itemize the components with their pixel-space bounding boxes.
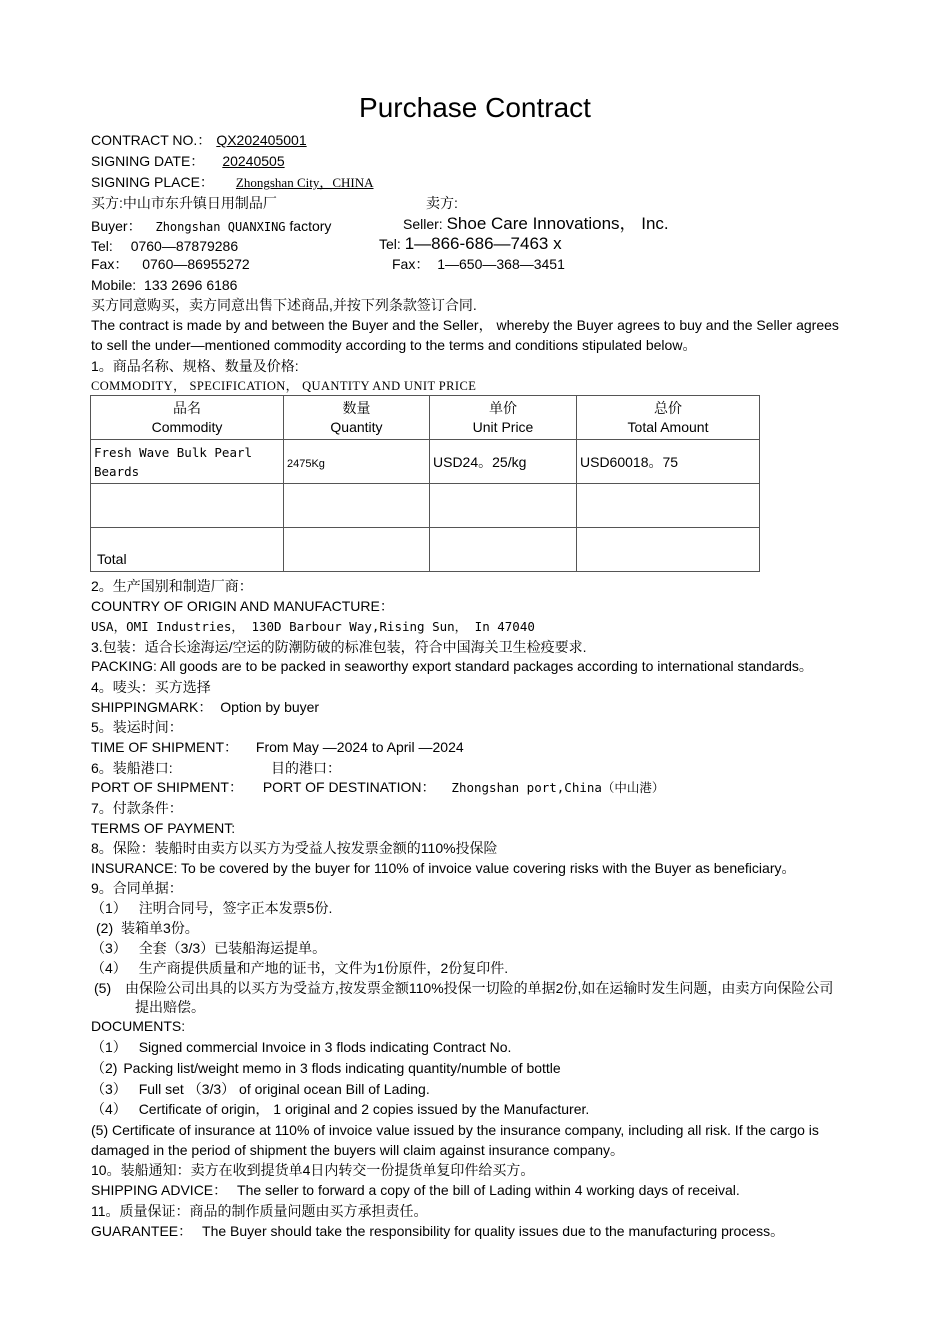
buyer-fax: 0760—86955272 bbox=[142, 256, 250, 272]
empty-cell bbox=[430, 528, 577, 572]
section2-en: COUNTRY OF ORIGIN AND MANUFACTURE： bbox=[91, 598, 394, 614]
commodity-line2: Beards bbox=[94, 463, 140, 479]
item-number: （2) bbox=[91, 1060, 118, 1076]
section6-en bbox=[91, 778, 664, 797]
buyer-fax-row bbox=[91, 255, 250, 273]
doc-en-item-1 bbox=[91, 1038, 511, 1056]
intro-cn: 买方同意购买，卖方同意出售下述商品,并按下列条款签订合同. bbox=[91, 297, 477, 313]
shipment-time-value: From May —2024 to April —2024 bbox=[255, 739, 464, 755]
empty-cell bbox=[577, 484, 760, 528]
item-text: Signed commercial Invoice in 3 flods indicating Contract No. bbox=[138, 1039, 512, 1055]
item-text: 生产商提供质量和产地的证书，文件为1份原件，2份复印件. bbox=[138, 960, 509, 976]
item-text: Full set （3/3） of original ocean Bill of Lading. bbox=[138, 1081, 430, 1097]
table-header-row bbox=[91, 396, 760, 440]
cell-commodity bbox=[91, 440, 284, 484]
shippingmark-label: SHIPPINGMARK： bbox=[91, 699, 213, 715]
header-en: Unit Price bbox=[472, 418, 534, 435]
item-number: （4） bbox=[91, 1101, 127, 1117]
doc-cn-item-5-line2: 提出赔偿。 bbox=[135, 999, 205, 1015]
section3-en: PACKING: All goods are to be packed in seaworthy export standard packages according to international standards。 bbox=[91, 658, 813, 674]
guarantee-label: GUARANTEE： bbox=[91, 1223, 193, 1239]
page-title: Purchase Contract bbox=[359, 92, 591, 123]
mobile-label: Mobile: bbox=[91, 277, 137, 293]
port-of-destination-value: Zhongshan port,China（中山港） bbox=[451, 780, 665, 795]
seller-fax: 1—650—368—3451 bbox=[437, 256, 565, 272]
table-row bbox=[91, 440, 760, 484]
header-unit-price bbox=[430, 396, 577, 440]
seller-tel-row bbox=[379, 235, 562, 253]
section3-cn: 3.包装：适合长途海运/空运的防潮防破的标准包装，符合中国海关卫生检疫要求. bbox=[91, 639, 587, 655]
documents-label: DOCUMENTS: bbox=[91, 1018, 186, 1034]
signing-date-row bbox=[91, 152, 289, 170]
section10-en bbox=[91, 1181, 740, 1199]
section4-cn: 4。唛头：买方选择 bbox=[91, 679, 211, 695]
buyer-row bbox=[91, 217, 331, 236]
commodity-table bbox=[90, 395, 760, 572]
signing-date-label: SIGNING DATE： bbox=[91, 153, 205, 169]
unit-price-value: USD24。25/kg bbox=[433, 453, 527, 470]
section9-cn: 9。合同单据： bbox=[91, 880, 183, 896]
doc-cn-item-4 bbox=[91, 959, 508, 977]
contract-no-row bbox=[91, 131, 321, 149]
item-text: 全套（3/3）已装船海运提单。 bbox=[138, 940, 327, 956]
section1-en: COMMODITY， SPECIFICATION， QUANTITY AND UNIT PRICE bbox=[91, 379, 477, 393]
seller-fax-row bbox=[392, 255, 565, 273]
buyer-label: Buyer： bbox=[91, 218, 142, 234]
seller-label: Seller: bbox=[403, 216, 443, 232]
total-label: Total bbox=[97, 551, 127, 567]
header-total-amount bbox=[577, 396, 760, 440]
seller-tel-label: Tel: bbox=[379, 236, 401, 252]
header-cn: 单价 bbox=[489, 399, 517, 416]
intro-en-line1: The contract is made by and between the Buyer and the Seller， whereby the Buyer agrees to buy and the Seller agrees bbox=[91, 317, 839, 333]
section8-cn: 8。保险：装船时由卖方以买方为受益人按发票金额的110%投保险 bbox=[91, 840, 498, 856]
shippingmark-value: Option by buyer bbox=[220, 699, 320, 715]
doc-en-item-5-line1: (5) Certificate of insurance at 110% of invoice value issued by the insurance company, including all risk. If the cargo is bbox=[91, 1122, 819, 1138]
empty-cell bbox=[91, 484, 284, 528]
buyer-name-suffix: factory bbox=[289, 218, 332, 234]
port-of-destination-label: PORT OF DESTINATION： bbox=[262, 779, 436, 795]
item-text: 装箱单3份。 bbox=[121, 920, 199, 936]
cell-quantity bbox=[284, 440, 430, 484]
commodity-line1: Fresh Wave Bulk Pearl bbox=[94, 444, 253, 460]
buyer-fax-label: Fax： bbox=[91, 256, 129, 272]
signing-date-value: 20240505 bbox=[222, 153, 285, 169]
seller-name: Shoe Care Innovations， Inc. bbox=[446, 214, 669, 233]
item-number: （1） bbox=[91, 1039, 127, 1055]
item-text: 注明合同号，签字正本发票5份. bbox=[138, 900, 333, 916]
section6-cn-dest: 目的港口： bbox=[271, 760, 341, 776]
signing-place-value: Zhongshan City，CHINA bbox=[235, 175, 374, 190]
item-number: （4） bbox=[91, 960, 127, 976]
doc-en-item-3 bbox=[91, 1080, 430, 1098]
shipping-advice-label: SHIPPING ADVICE： bbox=[91, 1182, 228, 1198]
contract-no-value: QX202405001 bbox=[216, 132, 307, 148]
guarantee-value: The Buyer should take the responsibility for quality issues due to the manufacturing process。 bbox=[202, 1223, 785, 1239]
section7-en: TERMS OF PAYMENT: bbox=[91, 820, 236, 836]
item-text: Packing list/weight memo in 3 flods indicating quantity/numble of bottle bbox=[123, 1060, 561, 1076]
header-commodity bbox=[91, 396, 284, 440]
item-number: （3） bbox=[91, 1081, 127, 1097]
seller-fax-label: Fax： bbox=[392, 256, 430, 272]
doc-en-item-4 bbox=[91, 1100, 589, 1118]
buyer-tel-label: Tel: bbox=[91, 238, 113, 254]
section6-cn-port: 6。装船港口: bbox=[91, 760, 173, 776]
mobile-row bbox=[91, 276, 237, 294]
doc-cn-item-1 bbox=[91, 899, 332, 917]
header-quantity bbox=[284, 396, 430, 440]
header-cn: 数量 bbox=[342, 399, 371, 416]
section2-cn: 2。生产国别和制造厂商： bbox=[91, 578, 253, 594]
buyer-tel-row bbox=[91, 237, 238, 255]
empty-cell bbox=[284, 528, 430, 572]
header-en: Commodity bbox=[151, 418, 223, 435]
empty-cell bbox=[284, 484, 430, 528]
signing-place-label: SIGNING PLACE： bbox=[91, 174, 214, 190]
doc-en-item-5-line2: damaged in the period of shipment the buyers will claim against insurance company。 bbox=[91, 1142, 625, 1158]
shipment-time-label: TIME OF SHIPMENT： bbox=[91, 739, 238, 755]
section4-en bbox=[91, 698, 319, 716]
header-cn: 总价 bbox=[654, 399, 682, 416]
doc-cn-item-5 bbox=[94, 979, 833, 997]
doc-en-item-2 bbox=[91, 1059, 561, 1077]
seller-row bbox=[403, 215, 669, 233]
cell-total bbox=[577, 440, 760, 484]
header-en: Total Amount bbox=[627, 418, 709, 435]
buyer-cn: 买方:中山市东升镇日用制品厂 bbox=[91, 195, 277, 211]
port-of-shipment-label: PORT OF SHIPMENT： bbox=[91, 779, 243, 795]
doc-cn-item-2 bbox=[96, 919, 199, 937]
section11-cn: 11。质量保证：商品的制作质量问题由买方承担责任。 bbox=[91, 1203, 428, 1219]
doc-cn-item-3 bbox=[91, 939, 326, 957]
section1-cn: 1。商品名称、规格、数量及价格: bbox=[91, 358, 299, 374]
shipping-advice-value: The seller to forward a copy of the bill of Lading within 4 working days of receival. bbox=[237, 1182, 740, 1198]
section11-en bbox=[91, 1222, 784, 1240]
section10-cn: 10。装船通知：卖方在收到提货单4日内转交一份提货单复印件给买方。 bbox=[91, 1162, 535, 1178]
seller-tel: 1—866-686—7463 x bbox=[404, 234, 562, 253]
empty-cell bbox=[577, 528, 760, 572]
section2-value: USA，OMI Industries， 130D Barbour Way,Rising Sun， In 47040 bbox=[91, 619, 535, 634]
signing-place-row bbox=[91, 173, 374, 192]
item-text: 由保险公司出具的以买方为受益方,按发票金额110%投保一切险的单据2份,如在运输时发生问题，由卖方向保险公司 bbox=[125, 980, 834, 996]
buyer-name: Zhongshan QUANXING bbox=[155, 220, 286, 234]
total-value: USD60018。75 bbox=[580, 453, 679, 470]
table-total-row bbox=[91, 528, 760, 572]
buyer-tel: 0760—87879286 bbox=[130, 238, 239, 254]
item-number: (5) bbox=[94, 980, 112, 996]
table-row-empty bbox=[91, 484, 760, 528]
section8-en: INSURANCE: To be covered by the buyer for 110% of invoice value covering risks with the Buyer as beneficiary。 bbox=[91, 860, 796, 876]
total-label-cell bbox=[91, 528, 284, 572]
section5-cn: 5。装运时间： bbox=[91, 719, 183, 735]
item-number: （3） bbox=[91, 940, 127, 956]
cell-unit-price bbox=[430, 440, 577, 484]
header-cn: 品名 bbox=[173, 399, 201, 416]
quantity-value: 2475Kg bbox=[287, 457, 325, 470]
contract-no-label: CONTRACT NO.： bbox=[91, 132, 212, 148]
header-en: Quantity bbox=[330, 418, 383, 435]
empty-cell bbox=[430, 484, 577, 528]
intro-en-line2: to sell the under—mentioned commodity according to the terms and conditions stipulated below。 bbox=[91, 337, 697, 353]
mobile-value: 133 2696 6186 bbox=[144, 277, 238, 293]
section5-en bbox=[91, 738, 464, 756]
section7-cn: 7。付款条件： bbox=[91, 800, 183, 816]
item-number: （1） bbox=[91, 900, 127, 916]
item-text: Certificate of origin， 1 original and 2 copies issued by the Manufacturer. bbox=[138, 1101, 590, 1117]
item-number: (2) bbox=[96, 920, 114, 936]
seller-cn: 卖方: bbox=[426, 195, 458, 211]
